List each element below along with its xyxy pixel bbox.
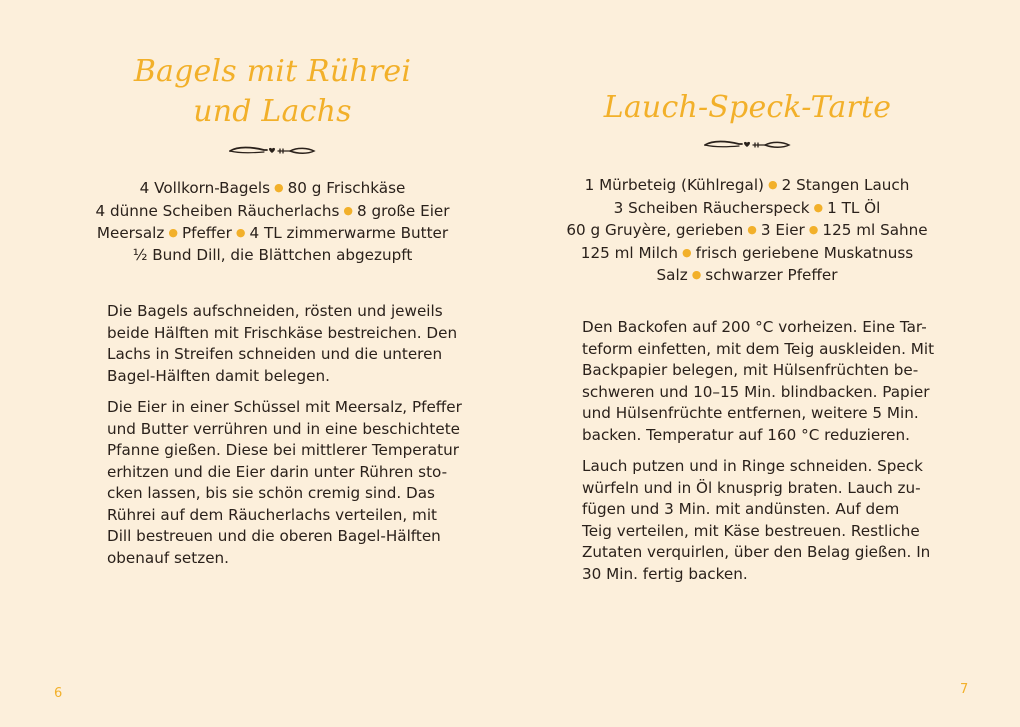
text-line: 30 Min. fertig backen. xyxy=(582,564,748,583)
page-number: 7 xyxy=(960,682,969,697)
ingredient: Salz xyxy=(656,266,688,284)
text-line: cken lassen, bis sie schön cremig sind. Das xyxy=(107,484,435,502)
right-page xyxy=(510,0,1020,727)
ingredient-list xyxy=(90,177,455,266)
ingredient: frisch geriebene Muskatnuss xyxy=(695,243,914,262)
text-line: Lauch putzen und in Ringe schneiden. Speck xyxy=(582,457,923,475)
step-paragraph xyxy=(107,301,458,387)
ingredient-line xyxy=(90,177,455,200)
ingredient: Pfeffer xyxy=(181,224,232,242)
text-line: und Butter verrühren und in eine beschichtete xyxy=(107,419,461,438)
text-line: Rührei auf dem Räucherlachs verteilen, mit xyxy=(107,505,438,524)
bullet-dot-icon: ● xyxy=(767,178,778,191)
text-line: Die Bagels aufschneiden, rösten und jeweils xyxy=(107,302,443,320)
text-line: und Hülsenfrüchte entfernen, weitere 5 Min. xyxy=(582,404,919,422)
bullet-dot-icon: ● xyxy=(813,200,824,214)
ingredient: Meersalz xyxy=(96,224,165,242)
cutlery-heart-ornament-icon xyxy=(703,139,791,151)
ingredient: 3 Eier xyxy=(760,221,805,239)
ingredient: 1 Mürbeteig (Kühlregal) xyxy=(584,176,764,194)
step-paragraph xyxy=(107,397,462,569)
bullet-dot-icon: ● xyxy=(343,203,354,217)
text-line: Den Backofen auf 200 °C vorheizen. Eine Tar- xyxy=(582,318,927,336)
text-line: Backpapier belegen, mit Hülsenfrüchten be- xyxy=(582,361,919,379)
text-line: Dill bestreuen und die oberen Bagel-Hälften xyxy=(107,527,441,545)
ingredient: 8 große Eier xyxy=(357,201,450,220)
page-number: 6 xyxy=(54,686,63,701)
preparation-steps xyxy=(107,301,462,579)
ingredient-line xyxy=(90,245,455,267)
text-line: Teig verteilen, mit Käse bestreuen. Restliche xyxy=(582,521,920,540)
preparation-steps xyxy=(582,317,935,595)
bullet-dot-icon: ● xyxy=(235,226,246,239)
ingredient-line xyxy=(562,174,932,197)
text-line: schweren und 10–15 Min. blindbacken. Papier xyxy=(582,382,930,401)
text-line: teform einfetten, mit dem Teig auskleiden. Mit xyxy=(582,339,935,358)
ingredient: 2 Stangen Lauch xyxy=(781,176,910,194)
bullet-dot-icon: ● xyxy=(168,226,178,239)
recipe-title xyxy=(100,52,445,132)
text-line: erhitzen und die Eier darin unter Rühren sto- xyxy=(107,462,448,481)
title-line: Lauch-Speck-Tarte xyxy=(603,90,892,125)
ingredient: 3 Scheiben Räucherspeck xyxy=(613,198,810,217)
ingredient: ½ Bund Dill, die Blättchen abgezupft xyxy=(132,245,413,264)
text-line: Pfanne gießen. Diese bei mittlerer Temperatur xyxy=(107,441,460,459)
text-line: fügen und 3 Min. mit andünsten. Auf dem xyxy=(582,500,900,518)
ingredient-line xyxy=(90,200,455,223)
text-line: obenauf setzen. xyxy=(107,548,229,567)
step-paragraph xyxy=(582,456,931,585)
ingredient: 4 dünne Scheiben Räucherlachs xyxy=(95,201,340,220)
text-line: beide Hälften mit Frischkäse bestreichen. Den xyxy=(107,323,458,342)
recipe-title xyxy=(575,88,920,128)
text-line: würfeln und in Öl knusprig braten. Lauch zu- xyxy=(582,478,921,497)
bullet-dot-icon: ● xyxy=(274,181,284,194)
ingredient: 60 g Gruyère, gerieben xyxy=(566,221,744,239)
ingredient-line xyxy=(90,222,455,245)
text-line: Die Eier in einer Schüssel mit Meersalz, Pfeffer xyxy=(107,398,462,416)
ingredient: 125 ml Sahne xyxy=(822,221,928,239)
title-line: und Lachs xyxy=(193,94,352,129)
text-line: Lachs in Streifen schneiden und die unteren xyxy=(107,345,443,363)
text-line: backen. Temperatur auf 160 °C reduzieren. xyxy=(582,425,910,444)
ingredient-list xyxy=(562,174,932,287)
ingredient: 4 TL zimmerwarme Butter xyxy=(249,224,449,242)
bullet-dot-icon: ● xyxy=(747,223,757,236)
bullet-dot-icon: ● xyxy=(681,245,692,259)
title-line: Bagels mit Rührei xyxy=(133,54,412,89)
ingredient: 80 g Frischkäse xyxy=(287,179,406,197)
step-paragraph xyxy=(582,317,935,446)
ingredient: 4 Vollkorn-Bagels xyxy=(139,179,271,197)
bullet-dot-icon: ● xyxy=(808,223,819,236)
ingredient-line xyxy=(562,219,932,242)
cutlery-heart-ornament-icon xyxy=(228,145,316,157)
text-line: Bagel-Hälften damit belegen. xyxy=(107,366,330,385)
text-line: Zutaten verquirlen, über den Belag gießen. In xyxy=(582,543,931,561)
ingredient: schwarzer Pfeffer xyxy=(705,266,838,284)
bullet-dot-icon: ● xyxy=(691,268,702,281)
ingredient-line xyxy=(562,197,932,220)
ingredient-line xyxy=(562,264,932,287)
ingredient: 125 ml Milch xyxy=(580,243,678,262)
ingredient: 1 TL Öl xyxy=(827,198,881,217)
ingredient-line xyxy=(562,242,932,265)
